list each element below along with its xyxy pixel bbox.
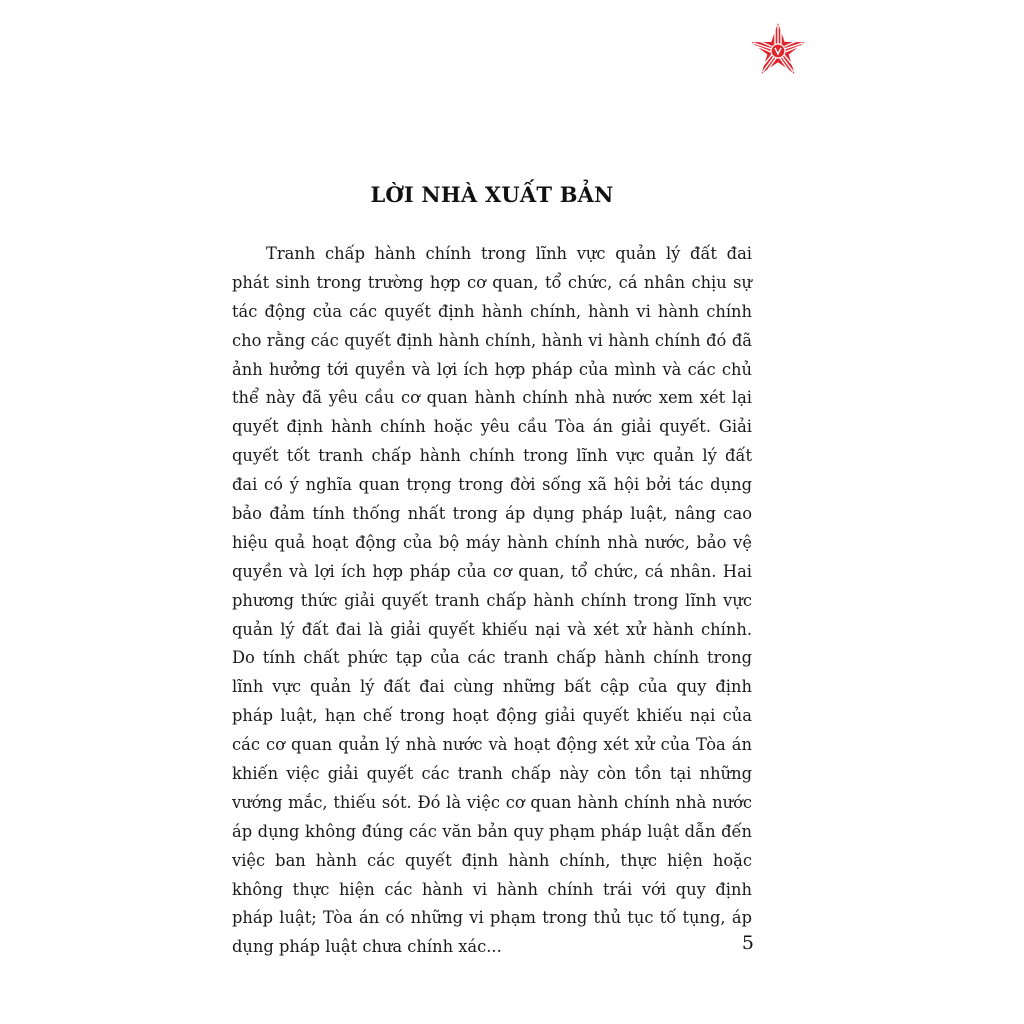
text-line: vướng mắc, thiếu sót. Đó là việc cơ quan hành chính nhà nước	[232, 792, 752, 812]
text-line: pháp luật, hạn chế trong hoạt động giải quyết khiếu nại của	[232, 706, 752, 726]
text-line: các cơ quan quản lý nhà nước và hoạt động xét xử của Tòa án	[232, 735, 752, 755]
text-line: thể này đã yêu cầu cơ quan hành chính nhà nước xem xét lại	[232, 388, 752, 408]
text-line: việc ban hành các quyết định hành chính, thực hiện hoặc	[232, 850, 752, 870]
text-line: phương thức giải quyết tranh chấp hành chính trong lĩnh vực	[232, 590, 752, 610]
text-line: quyết tốt tranh chấp hành chính trong lĩnh vực quản lý đất	[232, 446, 752, 466]
text-line: tác động của các quyết định hành chính, hành vi hành chính	[232, 301, 752, 321]
text-line: ảnh hưởng tới quyền và lợi ích hợp pháp của mình và các chủ	[232, 359, 752, 379]
text-line: bảo đảm tính thống nhất trong áp dụng pháp luật, nâng cao	[232, 504, 752, 524]
text-line: quyền và lợi ích hợp pháp của cơ quan, tổ chức, cá nhân. Hai	[232, 561, 752, 581]
text-line: quản lý đất đai là giải quyết khiếu nại và xét xử hành chính.	[232, 619, 752, 639]
text-line: áp dụng không đúng các văn bản quy phạm pháp luật dẫn đến	[232, 821, 752, 841]
text-line: dụng pháp luật chưa chính xác...	[232, 937, 502, 957]
page-title: LỜI NHÀ XUẤT BẢN	[370, 182, 614, 207]
page-number: 5	[741, 932, 754, 954]
text-line: pháp luật; Tòa án có những vi phạm trong thủ tục tố tụng, áp	[232, 908, 752, 928]
text-line: không thực hiện các hành vi hành chính trái với quy định	[232, 879, 752, 899]
text-line: Tranh chấp hành chính trong lĩnh vực quản lý đất đai	[266, 244, 752, 263]
text-line: đai có ý nghĩa quan trọng trong đời sống xã hội bởi tác dụng	[232, 475, 752, 495]
text-line: Do tính chất phức tạp của các tranh chấp hành chính trong	[232, 648, 752, 668]
text-line: quyết định hành chính hoặc yêu cầu Tòa án giải quyết. Giải	[232, 417, 752, 437]
text-line: hiệu quả hoạt động của bộ máy hành chính nhà nước, bảo vệ	[232, 532, 752, 552]
text-line: cho rằng các quyết định hành chính, hành vi hành chính đó đã	[232, 330, 752, 350]
star-logo-icon	[751, 23, 804, 74]
text-line: lĩnh vực quản lý đất đai cùng những bất cập của quy định	[232, 677, 752, 697]
body-paragraph	[232, 240, 752, 962]
publisher-star-logo-icon	[746, 22, 810, 80]
text-line: phát sinh trong trường hợp cơ quan, tổ chức, cá nhân chịu sự	[232, 272, 752, 292]
text-line: khiến việc giải quyết các tranh chấp này còn tồn tại những	[232, 764, 752, 784]
